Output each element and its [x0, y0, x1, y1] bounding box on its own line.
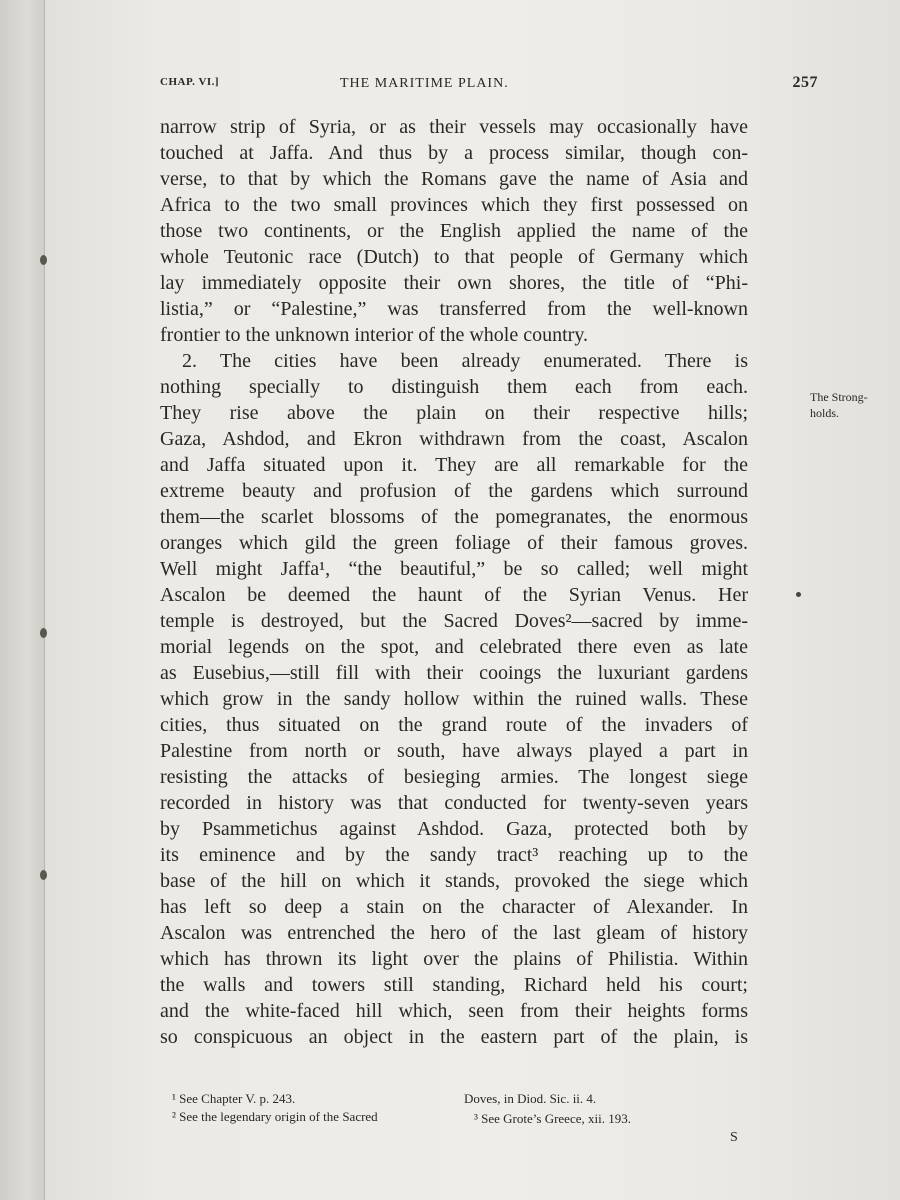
text-line: Well might Jaffa¹, “the beautiful,” be so called; well might — [160, 558, 748, 580]
marginal-note — [810, 389, 890, 421]
marginal-note-line: holds. — [810, 406, 840, 420]
text-line: resisting the attacks of besieging armies. The longest siege — [160, 766, 748, 788]
text-line: which grow in the sandy hollow within the ruined walls. These — [160, 688, 748, 710]
running-title: THE MARITIME PLAIN. — [340, 76, 509, 91]
text-line: narrow strip of Syria, or as their vessels may occasionally have — [160, 116, 748, 138]
text-line: 2. The cities have been already enumerated. There is — [182, 350, 748, 372]
text-line: those two continents, or the English applied the name of the — [160, 220, 748, 242]
text-line: as Eusebius,—still fill with their cooings the luxuriant gardens — [160, 662, 748, 684]
text-line: temple is destroyed, but the Sacred Doves²—sacred by imme- — [160, 610, 748, 632]
text-line: so conspicuous an object in the eastern part of the plain, is — [160, 1026, 748, 1048]
text-line: and Jaffa situated upon it. They are all remarkable for the — [160, 454, 748, 476]
footnote-2: ² See the legendary origin of the Sacred — [172, 1109, 378, 1124]
text-line: Africa to the two small provinces which they first possessed on — [160, 194, 748, 216]
text-line: by Psammetichus against Ashdod. Gaza, protected both by — [160, 818, 748, 840]
footnote-3: ³ See Grote’s Greece, xii. 193. — [474, 1111, 631, 1126]
footnote-2-continued: Doves, in Diod. Sic. ii. 4. — [464, 1091, 597, 1106]
binding-stitch-mark — [40, 255, 47, 265]
chapter-label: CHAP. VI.] — [160, 76, 220, 88]
text-line: has left so deep a stain on the character of Alexander. In — [160, 896, 748, 918]
marginal-note-line: The Strong- — [810, 390, 868, 404]
text-line: Gaza, Ashdod, and Ekron withdrawn from the coast, Ascalon — [160, 428, 748, 450]
binding-stitch-mark — [40, 628, 47, 638]
body-text — [160, 114, 748, 1050]
page-number: 257 — [792, 74, 818, 91]
text-line: nothing specially to distinguish them each from each. — [160, 376, 748, 398]
text-line: Ascalon be deemed the haunt of the Syrian Venus. Her — [160, 584, 748, 606]
text-line: the walls and towers still standing, Richard held his court; — [160, 974, 748, 996]
text-line: morial legends on the spot, and celebrated there even as late — [160, 636, 748, 658]
footnote-1: ¹ See Chapter V. p. 243. — [172, 1091, 296, 1106]
text-line: Palestine from north or south, have always played a part in — [160, 740, 748, 762]
book-binding-edge — [0, 0, 45, 1200]
text-line: They rise above the plain on their respective hills; — [160, 402, 748, 424]
text-line: touched at Jaffa. And thus by a process similar, though con- — [160, 142, 748, 164]
text-line: frontier to the unknown interior of the whole country. — [160, 324, 589, 346]
text-line: base of the hill on which it stands, provoked the siege which — [160, 870, 748, 892]
signature-mark: S — [730, 1130, 738, 1145]
text-line: listia,” or “Palestine,” was transferred from the well-known — [160, 298, 748, 320]
text-line: lay immediately opposite their own shores, the title of “Phi- — [160, 272, 748, 294]
text-line: cities, thus situated on the grand route of the invaders of — [160, 714, 748, 736]
text-line: which has thrown its light over the plains of Philistia. Within — [160, 948, 748, 970]
text-line: Ascalon was entrenched the hero of the last gleam of history — [160, 922, 748, 944]
running-head — [160, 76, 818, 98]
binding-stitch-mark — [40, 870, 47, 880]
printed-page — [60, 0, 900, 1200]
text-line: recorded in history was that conducted for twenty-seven years — [160, 792, 748, 814]
text-line: and the white-faced hill which, seen from their heights forms — [160, 1000, 748, 1022]
text-line: extreme beauty and profusion of the gardens which surround — [160, 480, 748, 502]
text-line: them—the scarlet blossoms of the pomegranates, the enormous — [160, 506, 748, 528]
text-line: verse, to that by which the Romans gave the name of Asia and — [160, 168, 748, 190]
text-line: oranges which gild the green foliage of their famous groves. — [160, 532, 748, 554]
text-line: whole Teutonic race (Dutch) to that people of Germany which — [160, 246, 748, 268]
text-line: its eminence and by the sandy tract³ reaching up to the — [160, 844, 748, 866]
